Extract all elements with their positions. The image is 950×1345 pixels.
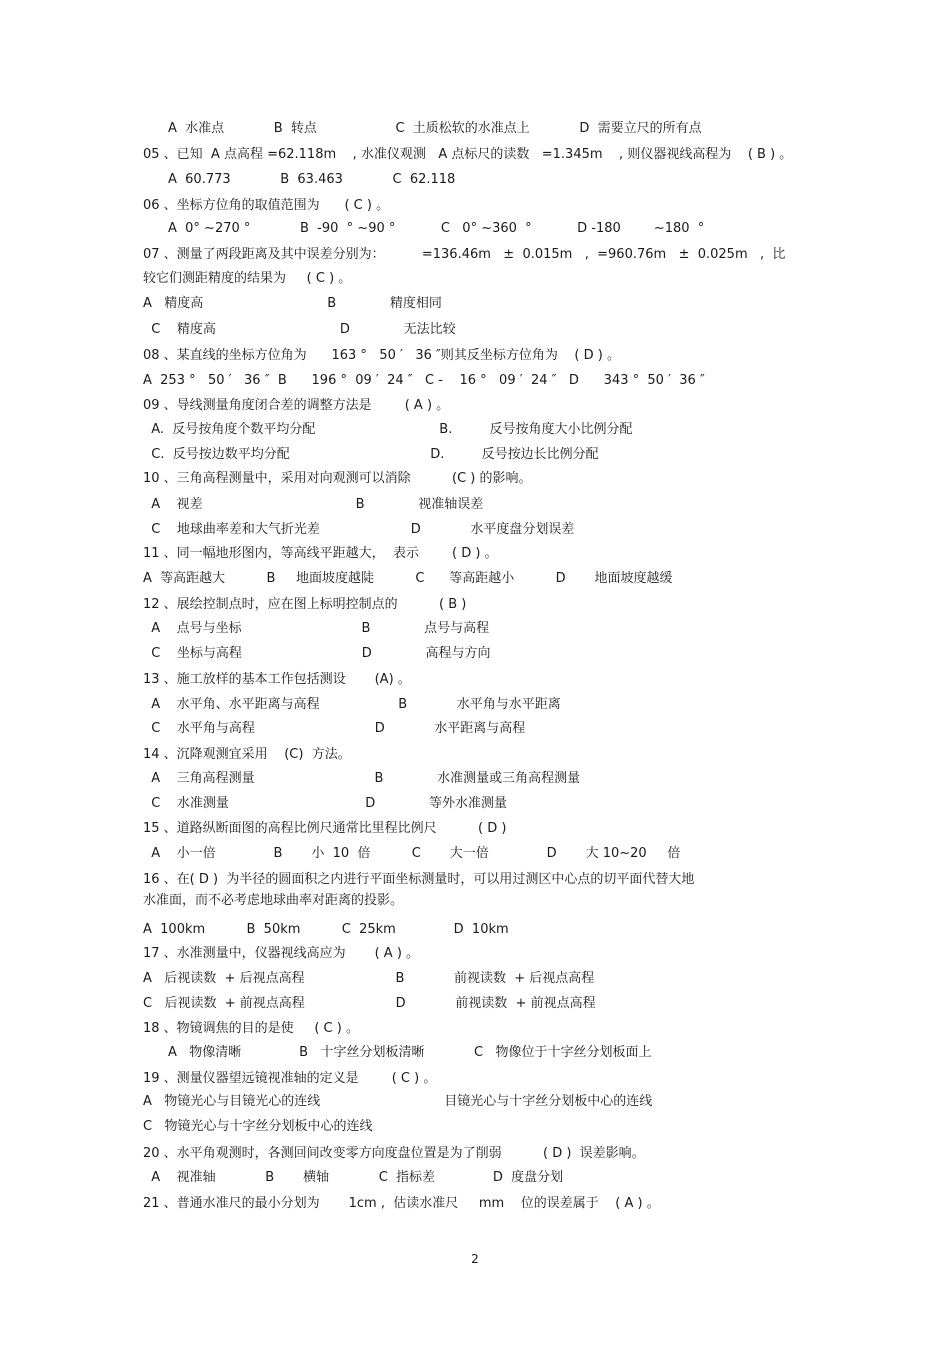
text-line: C 精度高 D 无法比较: [143, 322, 456, 337]
text-line: A 60.773 B 63.463 C 62.118: [168, 172, 456, 187]
text-line: 16 、在( D ) 为半径的圆面积之内进行平面坐标测量时，可以用过测区中心点的切平面代替大地: [143, 872, 695, 887]
text-line: 17 、水准测量中，仪器视线高应为 ( A ) 。: [143, 946, 420, 961]
text-line: 09 、导线测量角度闭合差的调整方法是 ( A ) 。: [143, 398, 450, 413]
text-line: 08 、某直线的坐标方位角为 163 ° 50 ′ 36 ″则其反坐标方位角为 ( D ) 。: [143, 348, 620, 363]
text-line: A 精度高 B 精度相同: [143, 296, 442, 311]
text-line: 18 、物镜调焦的目的是使 ( C ) 。: [143, 1021, 359, 1036]
text-line: C 坐标与高程 D 高程与方向: [143, 646, 491, 661]
text-line: A 点号与坐标 B 点号与高程: [143, 621, 490, 636]
text-line: A 物像清晰 B 十字丝分划板清晰 C 物像位于十字丝分划板面上: [168, 1045, 652, 1060]
text-line: A 视差 B 视准轴误差: [143, 497, 484, 512]
text-line: A 水准点 B 转点 C 土质松软的水准点上 D 需要立尺的所有点: [168, 121, 702, 136]
text-line: 水准面，而不必考虑地球曲率对距离的投影。: [143, 893, 404, 908]
text-line: C 地球曲率差和大气折光差 D 水平度盘分划误差: [143, 522, 575, 537]
text-line: A 水平角、水平距离与高程 B 水平角与水平距离: [143, 697, 561, 712]
text-line: 13 、施工放样的基本工作包括测设 (A) 。: [143, 672, 411, 687]
text-line: A. 反号按角度个数平均分配 B. 反号按角度大小比例分配: [143, 422, 633, 437]
text-line: 07 、测量了两段距离及其中误差分别为： =136.46m ± 0.015m , =960.76m ± 0.025m , 比: [143, 247, 786, 262]
text-line: 14 、沉降观测宜采用 (C) 方法。: [143, 747, 351, 762]
text-line: A 小一倍 B 小 10 倍 C 大一倍 D 大 10~20 倍: [143, 846, 681, 861]
text-line: 较它们测距精度的结果为 ( C ) 。: [143, 271, 352, 286]
text-line: 21 、普通水准尺的最小分划为 1cm , 估读水准尺 mm 位的误差属于 ( A ) 。: [143, 1196, 660, 1211]
text-line: C. 反号按边数平均分配 D. 反号按边长比例分配: [143, 447, 599, 462]
text-line: 05 、已知 A 点高程 =62.118m , 水准仪观测 A 点标尺的读数 =1.345m , 则仪器视线高程为 ( B ) 。: [143, 147, 793, 162]
text-line: 20 、水平角观测时，各测回间改变零方向度盘位置是为了削弱 ( D ) 误差影响。: [143, 1146, 645, 1161]
text-line: 12 、展绘控制点时，应在图上标明控制点的 ( B ): [143, 597, 467, 612]
text-line: 06 、坐标方位角的取值范围为 ( C ) 。: [143, 198, 390, 213]
text-line: A 视准轴 B 横轴 C 指标差 D 度盘分划: [143, 1170, 564, 1185]
text-line: C 后视读数 + 前视点高程 D 前视读数 + 前视点高程: [143, 996, 596, 1011]
text-line: 19 、测量仪器望远镜视准轴的定义是 ( C ) 。: [143, 1071, 437, 1086]
text-line: 15 、道路纵断面图的高程比例尺通常比里程比例尺 ( D ): [143, 821, 507, 836]
text-line: C 水准测量 D 等外水准测量: [143, 796, 507, 811]
page-number: 2: [471, 1252, 479, 1266]
text-line: 10 、三角高程测量中，采用对向观测可以消除 (C ) 的影响。: [143, 471, 532, 486]
text-line: C 物镜光心与十字丝分划板中心的连线: [143, 1119, 373, 1134]
text-line: C 水平角与高程 D 水平距离与高程: [143, 721, 526, 736]
text-line: A 后视读数 + 后视点高程 B 前视读数 + 后视点高程: [143, 971, 595, 986]
text-line: A 253 ° 50 ′ 36 ″ B 196 ° 09 ′ 24 ″ C - 16 ° 09 ′ 24 ″ D 343 ° 50 ′ 36 ″: [143, 373, 705, 388]
text-line: A 三角高程测量 B 水准测量或三角高程测量: [143, 771, 581, 786]
text-line: 11 、同一幅地形图内，等高线平距越大， 表示 ( D ) 。: [143, 546, 498, 561]
text-line: A 100km B 50km C 25km D 10km: [143, 922, 509, 937]
text-line: A 物镜光心与目镜光心的连线 目镜光心与十字丝分划板中心的连线: [143, 1094, 653, 1109]
text-line: A 等高距越大 B 地面坡度越陡 C 等高距越小 D 地面坡度越缓: [143, 571, 673, 586]
text-line: A 0° ~270 ° B -90 ° ~90 ° C 0° ~360 ° D -180 ~180 °: [168, 221, 705, 236]
